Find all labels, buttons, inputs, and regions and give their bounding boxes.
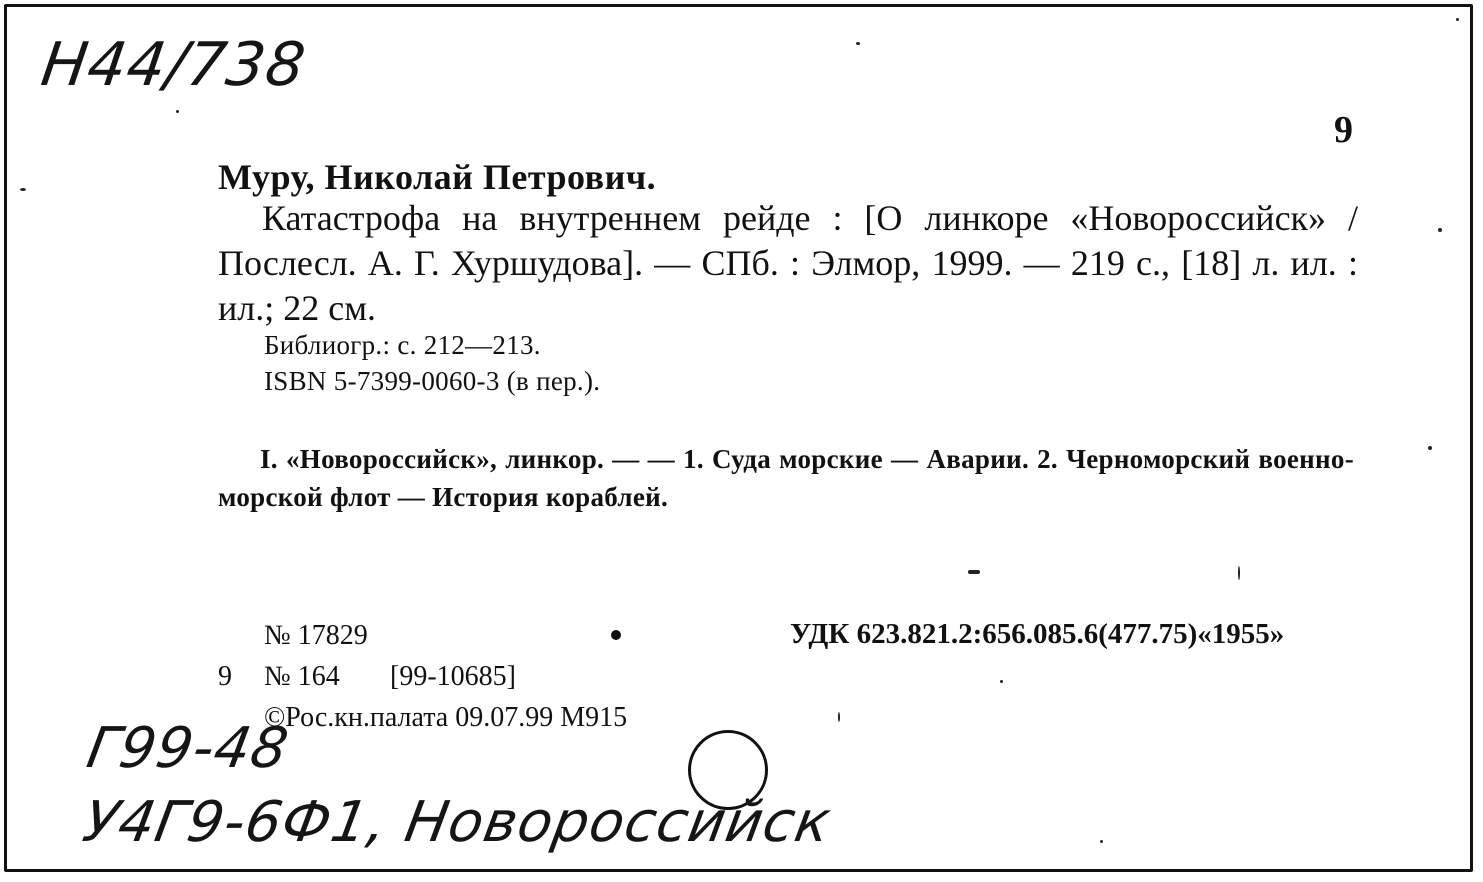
scan-speck <box>856 42 860 45</box>
title-description: Катастрофа на внутреннем рейде : [О линкоре «Новороссийск» / Послесл. А. Г. Хуршудова]. — СПб. : Элмор, 1999. — 219 с., [18] л. ил. : ил.; 22 см. <box>218 198 1358 328</box>
record-number: № 17829 <box>264 620 368 651</box>
scan-speck <box>176 110 179 113</box>
handwritten-inventory-number: H44/738 <box>37 30 311 100</box>
copyright-line: ©Рос.кн.палата 09.07.99 М915 <box>264 702 628 733</box>
handwritten-classification: У4Г9-6Ф1, Новороссийск <box>78 790 837 855</box>
subject-headings: I. «Новороссийск», линкор. — — 1. Суда морские — Аварии. 2. Черноморский военно-морской флот — История кораблей. <box>218 444 1354 512</box>
scan-speck <box>968 570 980 574</box>
bullet-mark <box>611 630 621 640</box>
registration-code: [99-10685] <box>390 661 516 692</box>
scan-speck <box>1438 228 1442 232</box>
bibliography-note: Библиогр.: с. 212—213. <box>264 330 541 360</box>
secondary-number: № 164 <box>264 661 340 692</box>
scan-speck <box>1100 840 1103 843</box>
scan-speck <box>838 712 840 722</box>
scan-speck <box>1456 18 1459 21</box>
card-count: 9 <box>218 661 232 692</box>
scan-speck <box>1428 446 1432 450</box>
author-heading: Муру, Николай Петрович. <box>218 157 657 197</box>
handwritten-shelf-mark: Г99-48 <box>82 716 294 781</box>
udk-classification: УДК 623.821.2:656.085.6(477.75)«1955» <box>790 618 1285 650</box>
card-number: 9 <box>1334 109 1353 151</box>
scan-speck <box>1238 566 1240 580</box>
isbn-note: ISBN 5-7399-0060-3 (в пер.). <box>264 366 601 396</box>
scan-speck <box>20 188 26 191</box>
scan-speck <box>1000 680 1003 683</box>
